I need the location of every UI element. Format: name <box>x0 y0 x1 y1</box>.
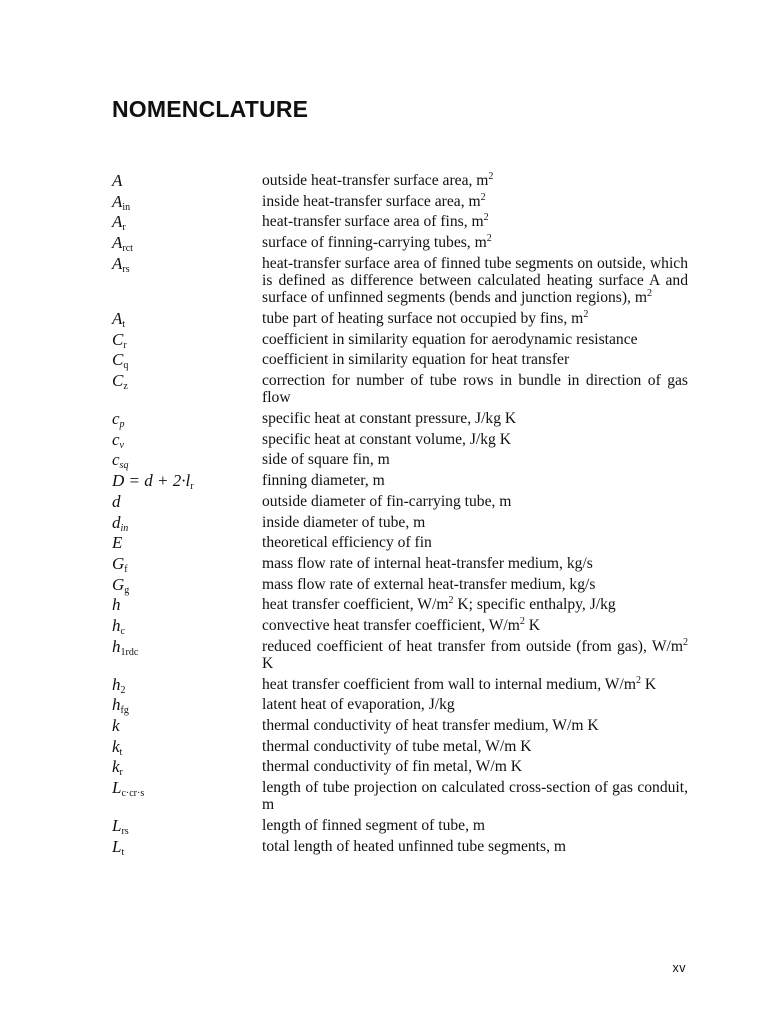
symbol-letter: L <box>112 816 122 836</box>
entry-symbol <box>112 596 262 613</box>
symbol-letter: A <box>112 171 123 190</box>
entry-description <box>262 331 688 348</box>
entry-description <box>262 255 688 307</box>
entry-description <box>262 372 688 407</box>
entry-description <box>262 638 688 673</box>
symbol-letter: L <box>112 836 122 856</box>
description-text: thermal conductivity of heat transfer medium, W/m K <box>262 717 599 734</box>
description-tail: K; specific enthalpy, J/kg <box>453 596 616 614</box>
description-text: reduced coefficient of heat transfer from outside (from gas), W/m <box>262 637 683 655</box>
symbol-letter: k <box>112 757 120 777</box>
entry-symbol <box>112 778 262 800</box>
symbol-letter: A <box>112 212 123 232</box>
nomenclature-entry <box>112 429 688 451</box>
description-text: thermal conductivity of fin metal, W/m K <box>262 758 522 776</box>
entry-symbol <box>112 736 262 758</box>
description-text: correction for number of tube rows in bundle in direction of gas flow <box>262 372 688 407</box>
symbol-subscript: r <box>123 339 127 351</box>
entry-description <box>262 596 688 613</box>
unit-superscript: 2 <box>486 233 492 245</box>
nomenclature-entry <box>112 695 688 717</box>
entry-description <box>262 534 688 551</box>
entry-symbol <box>112 534 262 551</box>
entry-symbol <box>112 371 262 393</box>
entry-symbol <box>112 816 262 838</box>
nomenclature-entry <box>112 212 688 234</box>
description-text: inside heat-transfer surface area, m <box>262 192 481 210</box>
unit-superscript: 2 <box>448 595 454 607</box>
entry-description <box>262 213 688 230</box>
unit-superscript: 2 <box>480 191 486 203</box>
symbol-letter: A <box>112 233 123 253</box>
symbol-subscript: rct <box>122 243 133 255</box>
symbol-letter: h <box>112 636 121 656</box>
nomenclature-entry <box>112 493 688 510</box>
nomenclature-entry <box>112 717 688 734</box>
symbol-letter: d <box>112 512 121 532</box>
symbol-letter: c <box>112 450 120 470</box>
symbol-letter: c <box>112 409 120 429</box>
entry-symbol <box>112 409 262 431</box>
entry-symbol <box>112 615 262 637</box>
description-text: heat transfer coefficient, W/m <box>262 596 449 614</box>
description-text: heat-transfer surface area of fins, m <box>262 213 484 231</box>
symbol-letter: G <box>112 553 125 573</box>
symbol-subscript: g <box>124 584 130 596</box>
entry-symbol <box>112 717 262 734</box>
symbol-subscript: q <box>123 360 129 372</box>
nomenclature-entry <box>112 638 688 673</box>
entry-description <box>262 431 688 448</box>
entry-symbol <box>112 350 262 372</box>
entry-symbol <box>112 191 262 213</box>
symbol-subscript: t <box>119 746 123 758</box>
description-text: specific heat at constant pressure, J/kg K <box>262 410 517 428</box>
symbol-subscript: v <box>119 439 124 451</box>
unit-superscript: 2 <box>635 674 641 686</box>
description-text: specific heat at constant volume, J/kg K <box>262 430 511 448</box>
symbol-subscript: c·cr·s <box>121 788 145 800</box>
entry-description <box>262 738 688 755</box>
symbol-letter: C <box>112 371 124 391</box>
symbol-letter: h <box>112 674 121 694</box>
entry-description <box>262 779 688 814</box>
symbol-subscript: r <box>119 767 123 779</box>
description-text: inside diameter of tube, m <box>262 513 426 531</box>
symbol-letter: h <box>112 695 121 715</box>
symbol-letter: h <box>112 615 121 635</box>
nomenclature-entry <box>112 350 688 372</box>
entry-symbol <box>112 674 262 696</box>
description-text: finning diameter, m <box>262 472 385 490</box>
symbol-subscript: fg <box>120 705 129 717</box>
entry-symbol <box>112 429 262 451</box>
nomenclature-entry <box>112 409 688 431</box>
symbol-letter: L <box>112 778 122 798</box>
description-text: total length of heated unfinned tube segments, m <box>262 837 567 855</box>
unit-superscript: 2 <box>488 171 494 182</box>
description-text: latent heat of evaporation, J/kg <box>262 696 455 714</box>
entry-symbol <box>112 757 262 779</box>
symbol-letter: C <box>112 329 124 349</box>
entry-description <box>262 696 688 713</box>
description-text: theoretical efficiency of fin <box>262 534 432 552</box>
symbol-subscript: f <box>124 563 128 575</box>
entry-description <box>262 472 688 489</box>
nomenclature-entry <box>112 255 688 307</box>
symbol-subscript: t <box>122 319 126 331</box>
description-tail: K <box>640 675 657 693</box>
entry-symbol <box>112 212 262 234</box>
entry-description <box>262 514 688 531</box>
symbol-subscript: c <box>120 625 125 637</box>
unit-superscript: 2 <box>483 212 489 224</box>
entry-description <box>262 410 688 427</box>
symbol-letter: k <box>112 736 120 756</box>
description-text: thermal conductivity of tube metal, W/m K <box>262 737 532 755</box>
description-text: outside diameter of fin-carrying tube, m <box>262 492 512 510</box>
entry-description <box>262 555 688 572</box>
symbol-letter: E <box>112 533 123 553</box>
nomenclature-entry <box>112 836 688 858</box>
unit-superscript: 2 <box>646 288 652 300</box>
symbol-letter: h <box>112 595 121 615</box>
entry-description <box>262 351 688 368</box>
nomenclature-entry <box>112 233 688 255</box>
entry-description <box>262 310 688 327</box>
entry-description <box>262 758 688 775</box>
symbol-letter: D = d + 2·l <box>112 471 191 491</box>
nomenclature-entry <box>112 674 688 696</box>
symbol-letter: G <box>112 574 125 594</box>
symbol-subscript: sq <box>119 460 129 472</box>
entry-symbol <box>112 309 262 331</box>
symbol-subscript: 2 <box>120 684 126 696</box>
symbol-letter: k <box>112 716 120 735</box>
symbol-subscript: rs <box>121 826 129 838</box>
description-text: length of finned segment of tube, m <box>262 817 486 835</box>
nomenclature-entry <box>112 172 688 189</box>
page-number: xv <box>672 961 686 975</box>
entry-description <box>262 493 688 510</box>
symbol-letter: A <box>112 309 123 329</box>
symbol-subscript: in <box>122 201 131 213</box>
entry-description <box>262 172 688 189</box>
nomenclature-entry <box>112 615 688 637</box>
description-text: side of square fin, m <box>262 451 390 469</box>
description-text: heat-transfer surface area of finned tube segments on outside, which is defined as difference between calculated heating surface A and surface of unfinned segments (bends and junction regions), m <box>262 254 688 307</box>
entry-description <box>262 717 688 734</box>
description-text: tube part of heating surface not occupied by fins, m <box>262 310 584 328</box>
entry-symbol <box>112 836 262 858</box>
nomenclature-entry <box>112 574 688 596</box>
nomenclature-entry <box>112 534 688 551</box>
description-text: outside heat-transfer surface area, m <box>262 172 489 189</box>
entry-description <box>262 234 688 251</box>
nomenclature-entry <box>112 736 688 758</box>
entry-symbol <box>112 450 262 472</box>
nomenclature-entry <box>112 471 688 493</box>
description-tail: K <box>524 616 541 634</box>
symbol-subscript: rs <box>122 263 130 275</box>
entry-description <box>262 193 688 210</box>
unit-superscript: 2 <box>583 309 589 321</box>
entry-symbol <box>112 172 262 189</box>
entry-description <box>262 617 688 634</box>
entry-symbol <box>112 493 262 510</box>
entry-symbol <box>112 233 262 255</box>
symbol-letter: d <box>112 491 121 511</box>
nomenclature-entry <box>112 779 688 814</box>
symbol-letter: A <box>112 253 123 273</box>
description-text: coefficient in similarity equation for aerodynamic resistance <box>262 330 638 348</box>
symbol-letter: C <box>112 350 124 370</box>
entry-symbol <box>112 471 262 493</box>
entry-symbol <box>112 253 262 275</box>
nomenclature-entry <box>112 596 688 613</box>
entry-description <box>262 838 688 855</box>
entry-description <box>262 817 688 834</box>
nomenclature-entry <box>112 450 688 472</box>
unit-superscript: 2 <box>519 615 525 627</box>
entry-symbol <box>112 512 262 534</box>
page-title: NOMENCLATURE <box>112 96 309 122</box>
symbol-letter: c <box>112 429 120 449</box>
entry-description <box>262 576 688 593</box>
symbol-subscript: p <box>119 419 125 431</box>
unit-superscript: 2 <box>683 636 688 648</box>
description-text: mass flow rate of internal heat-transfer medium, kg/s <box>262 554 593 572</box>
description-text: convective heat transfer coefficient, W/m <box>262 616 520 634</box>
entry-symbol <box>112 329 262 351</box>
nomenclature-list <box>112 172 688 858</box>
symbol-subscript: z <box>123 381 128 393</box>
nomenclature-entry <box>112 757 688 779</box>
entry-description <box>262 676 688 693</box>
description-text: length of tube projection on calculated cross-section of gas conduit, m <box>262 779 688 814</box>
symbol-letter: A <box>112 191 123 211</box>
nomenclature-entry <box>112 309 688 331</box>
symbol-subscript: in <box>120 522 129 534</box>
nomenclature-entry <box>112 329 688 351</box>
description-tail: K <box>262 654 274 672</box>
symbol-subscript: r <box>122 222 126 234</box>
entry-symbol <box>112 553 262 575</box>
entry-symbol <box>112 695 262 717</box>
nomenclature-entry <box>112 191 688 213</box>
description-text: mass flow rate of external heat-transfer medium, kg/s <box>262 575 596 593</box>
nomenclature-entry <box>112 816 688 838</box>
nomenclature-entry <box>112 512 688 534</box>
description-text: heat transfer coefficient from wall to internal medium, W/m <box>262 675 636 693</box>
description-text: coefficient in similarity equation for heat transfer <box>262 351 570 369</box>
symbol-subscript: 1rdc <box>120 646 139 658</box>
nomenclature-entry <box>112 553 688 575</box>
nomenclature-entry <box>112 372 688 407</box>
description-text: surface of finning-carrying tubes, m <box>262 234 487 252</box>
entry-symbol <box>112 636 262 658</box>
entry-description <box>262 451 688 468</box>
entry-symbol <box>112 574 262 596</box>
symbol-subscript: t <box>121 846 125 858</box>
symbol-subscript: r <box>190 481 194 493</box>
